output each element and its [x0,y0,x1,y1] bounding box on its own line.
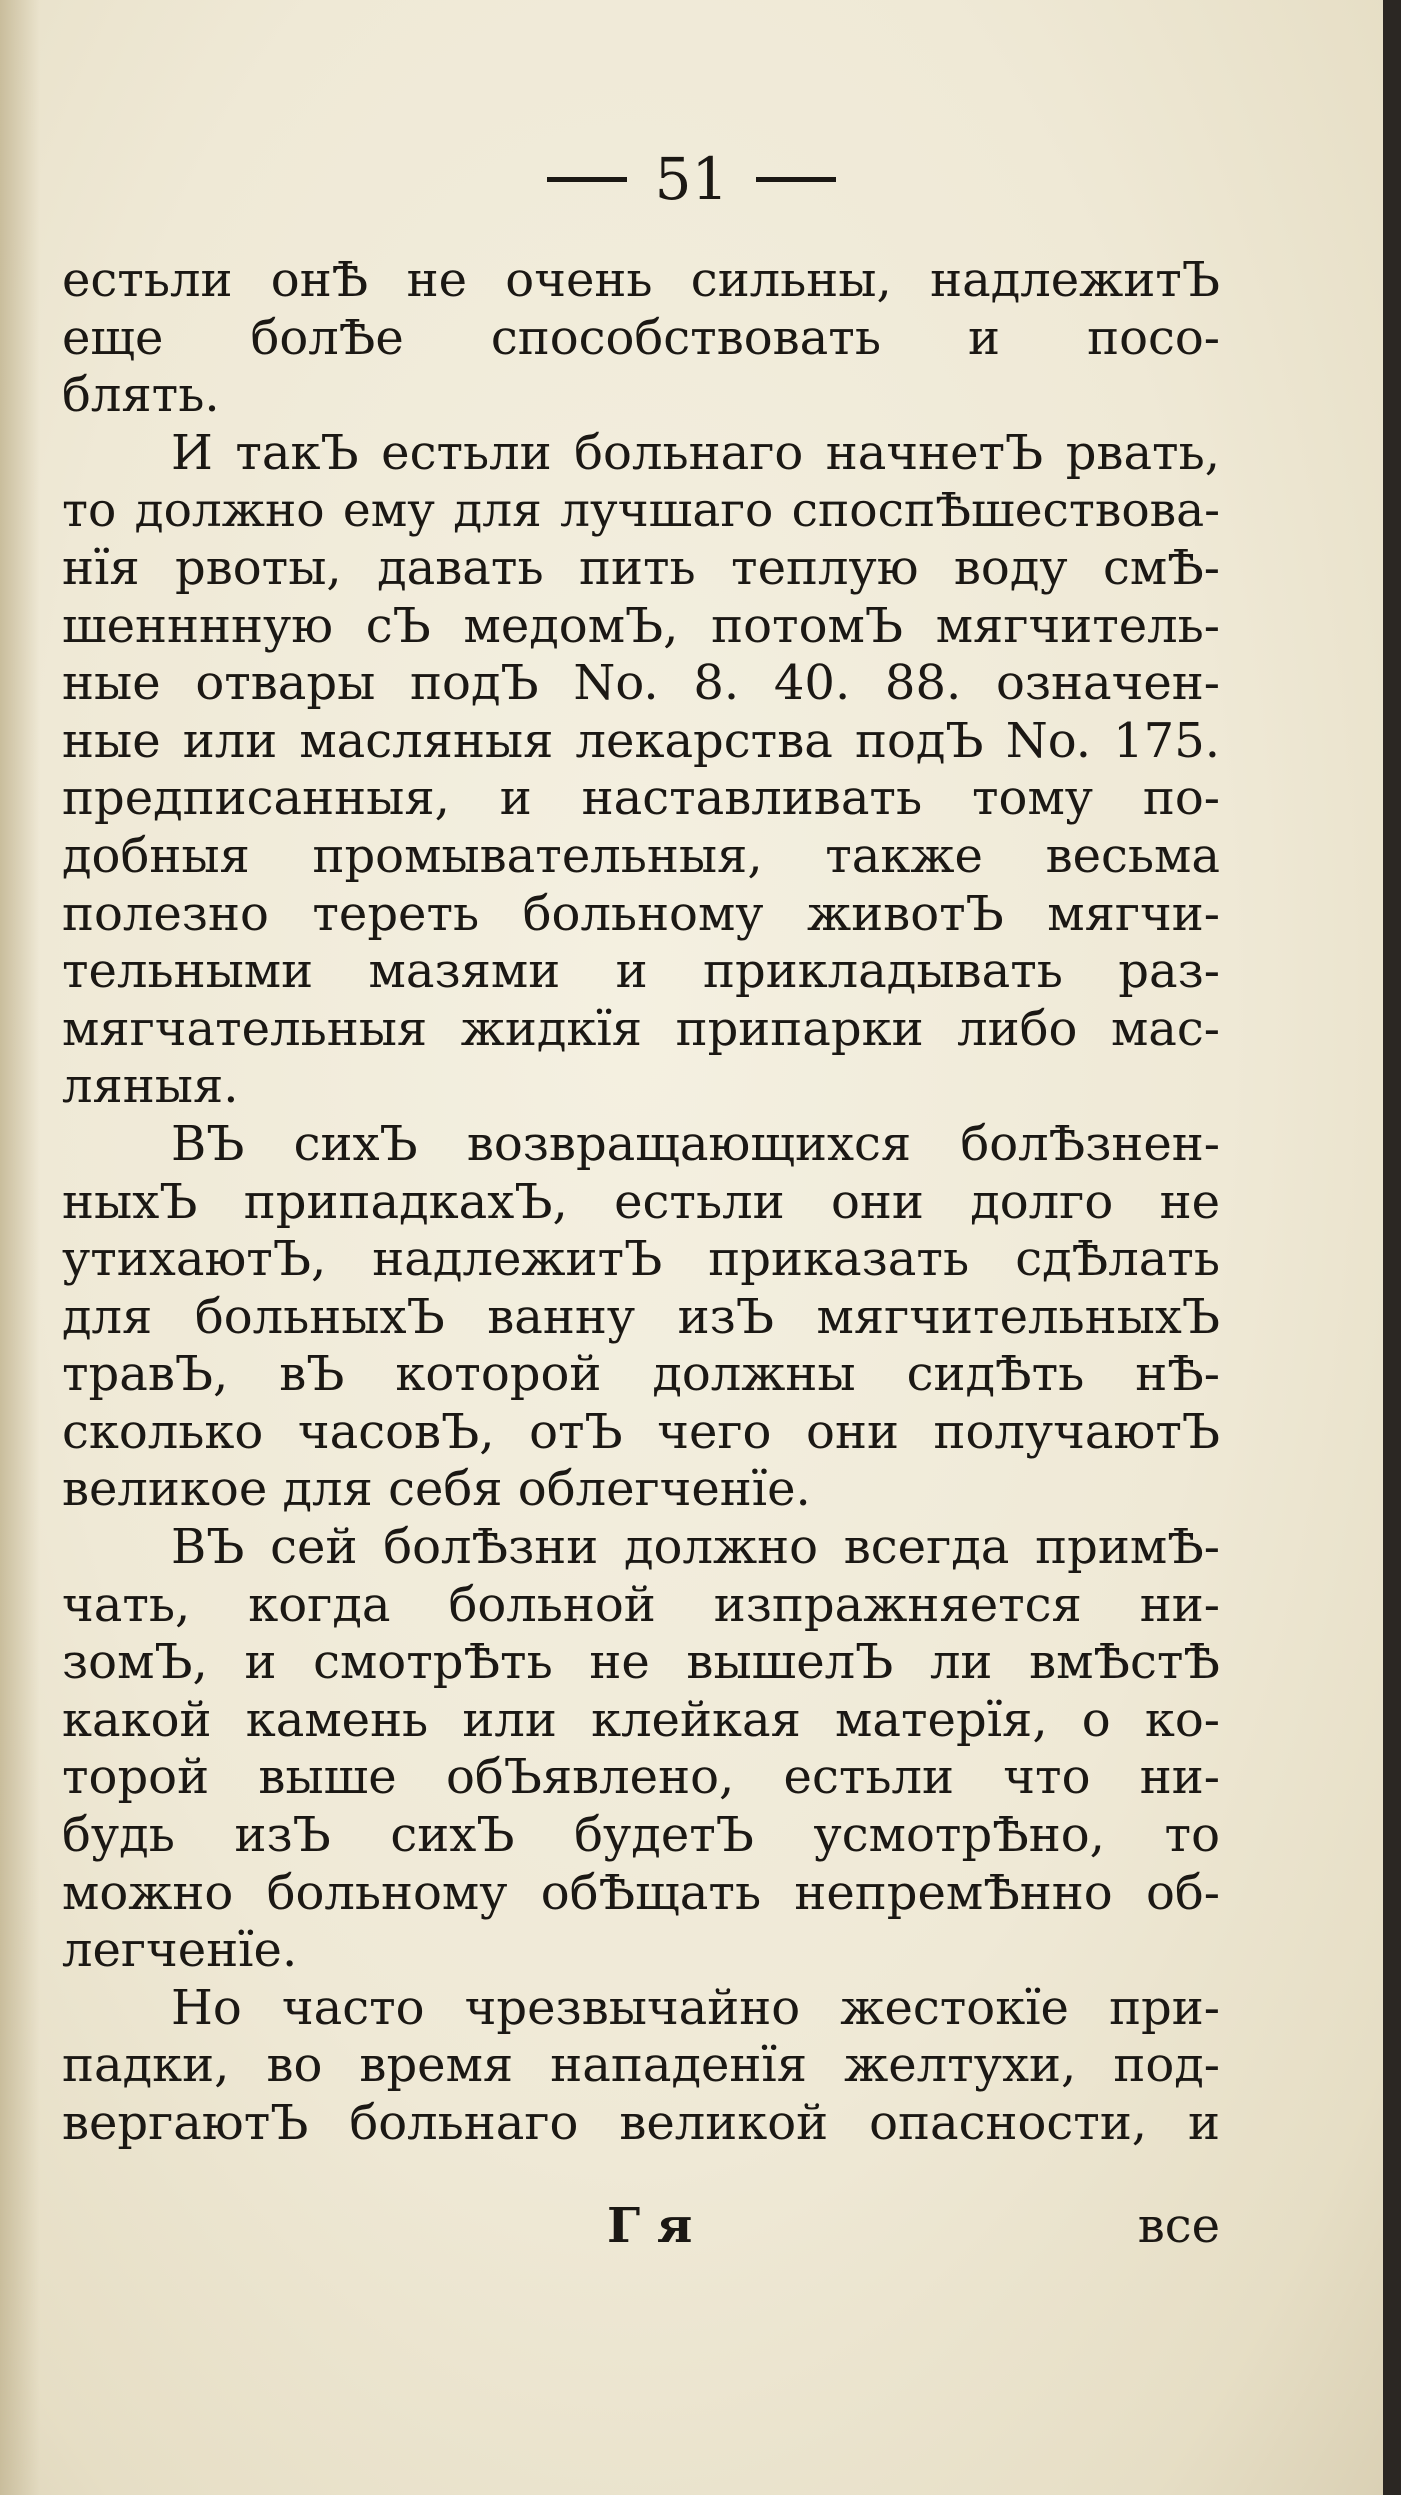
text-line: можно больному обѢщать непремѢнно об- [62,1864,1220,1921]
text-line: естьли онѢ не очень сильны, надлежитЪ [62,252,1220,308]
text-line: мягчательныя жидкїя припарки либо мас- [62,1000,1220,1057]
text-line: зомЪ, и смотрѢть не вышелЪ ли вмѢстѢ [62,1634,1220,1691]
text-line: ВЪ сихЪ возвращающихся болѢзнен- [171,1115,1220,1172]
text-line: Но часто чрезвычайно жестокїе при- [171,1979,1220,2036]
text-line: легченїе. [62,1922,298,1979]
text-line: то должно ему для лучшаго споспѢшествова- [62,483,1220,539]
text-line: вергаютЪ больнаго великой опасности, и [62,2095,1220,2151]
text-line: еще болѢе способствовать и посо- [62,309,1220,366]
text-line: полезно тереть больному животЪ мягчи- [62,885,1220,942]
text-line: тельными мазями и прикладывать раз- [62,943,1220,1000]
text-line: И такЪ естьли больнаго начнетЪ рвать, [171,424,1220,481]
text-line: ные или масляныя лекарства подЪ No. 175. [62,712,1220,769]
page-header [0,145,1383,213]
text-line: чать, когда больной изпражняется ни- [62,1576,1220,1633]
text-line: добныя промывательныя, также весьма [62,827,1220,884]
text-line: нїя рвоты, давать пить теплую воду смѢ- [62,539,1220,596]
text-line: травЪ, вЪ которой должны сидѢть нѢ- [62,1346,1220,1403]
text-line: ныхЪ припадкахЪ, естьли они долго не [62,1173,1220,1230]
signature-mark: Г я [607,2198,693,2254]
text-line: великое для себя облегченїе. [62,1461,811,1518]
body-text [62,252,1220,2153]
page-number: 51 [654,145,729,213]
header-rule-right [756,177,836,182]
text-line: шенннную сЪ медомЪ, потомЪ мягчитель- [62,597,1220,654]
page-footer [62,2198,1220,2258]
text-line: ляныя. [62,1058,239,1115]
text-line: сколько часовЪ, отЪ чего они получаютЪ [62,1403,1220,1460]
text-line: для больныхЪ ванну изЪ мягчительныхЪ [62,1288,1220,1345]
text-line: блять. [62,367,220,424]
text-line: торой выше обЪявлено, естьли что ни- [62,1749,1220,1806]
text-line: падки, во время нападенїя желтухи, под- [62,2037,1220,2094]
text-line: будь изЪ сихЪ будетЪ усмотрѢно, то [62,1807,1220,1864]
catchword: все [1137,2198,1220,2254]
text-line: предписанныя, и наставливать тому по- [62,770,1220,827]
text-line: ВЪ сей болѢзни должно всегда примѢ- [171,1519,1220,1576]
header-rule-left [547,177,627,182]
text-line: утихаютЪ, надлежитЪ приказать сдѢлать [62,1231,1220,1288]
text-line: какой камень или клейкая матерїя, о ко- [62,1691,1220,1748]
text-line: ные отвары подЪ No. 8. 40. 88. означен- [62,655,1220,712]
